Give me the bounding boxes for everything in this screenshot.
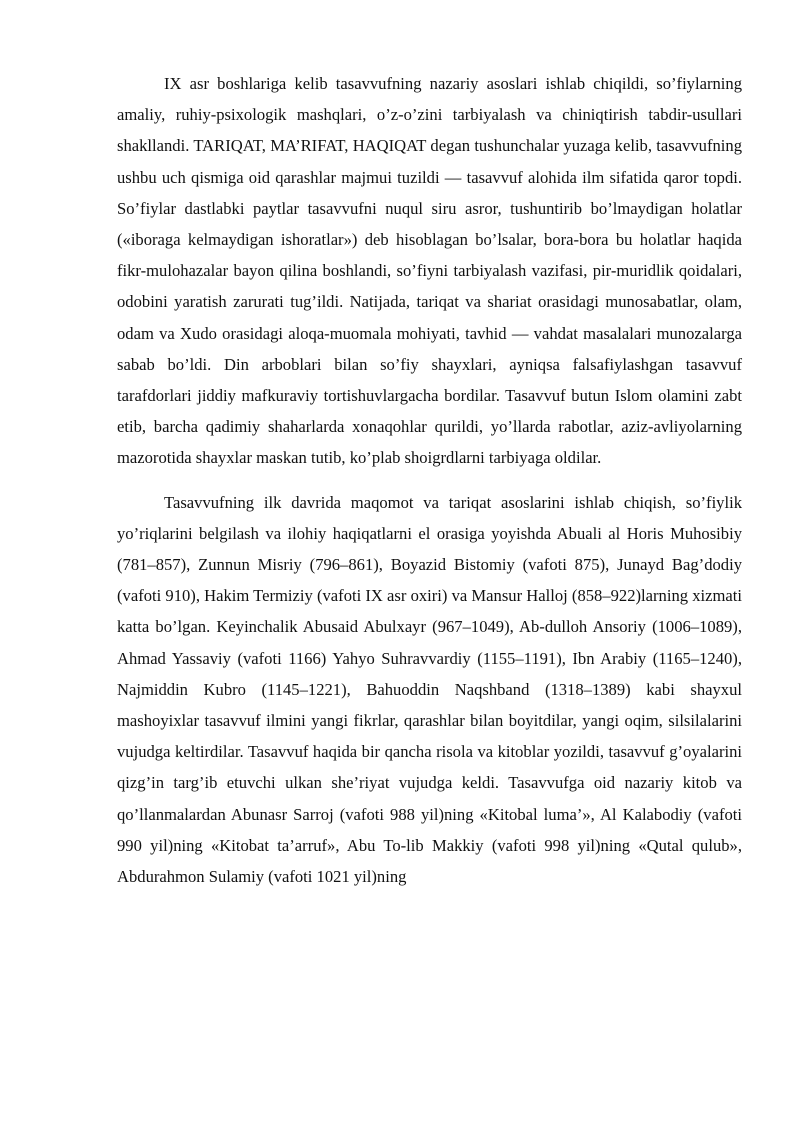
paragraph-1: IX asr boshlariga kelib tasavvufning nazariy asoslari ishlab chiqildi, so’fiylarning amaliy, ruhiy-psixologik mashqlari, o’z-o’zini tarbiyalash va chiniqtirish tabdir-usullari shakllandi. TARIQAT, MA’RIFAT, HAQIQAT degan tushunchalar yuzaga kelib, tasavvufning ushbu uch qismiga oid qarashlar majmui tuzildi — tasavvuf alohida ilm sifatida qaror topdi. So’fiylar dastlabki paytlar tasavvufni nuqul siru asror, tushuntirib bo’lmaydigan holatlar («iboraga kelmaydigan ishoratlar») deb hisoblagan bo’lsalar, bora-bora bu holatlar haqida fikr-mulohazalar bayon qilina boshlandi, so’fiyni tarbiyalash vazifasi, pir-muridlik qoidalari, odobini yaratish zarurati tug’ildi. Natijada, tariqat va shariat orasidagi munosabatlar, olam, odam va Xudo orasidagi aloqa-muomala mohiyati, tavhid — vahdat masalalari munozalarga sabab bo’ldi. Din arboblari bilan so’fiy shayxlari, ayniqsa falsafiylashgan tasavvuf tarafdorlari jiddiy mafkuraviy tortishuvlargacha bordilar. Tasavvuf butun Islom olamini zabt etib, barcha qadimiy shaharlarda xonaqohlar qurildi, yo’llarda rabotlar, aziz-avliyolarning mazorotida shayxlar maskan tutib, ko’plab shoigrdlarni tarbiyaga oldilar. bbox=[117, 74, 742, 468]
paragraph-2: Tasavvufning ilk davrida maqomot va tariqat asoslarini ishlab chiqish, so’fiylik yo’riqlarini belgilash va ilohiy haqiqatlarni el orasiga yoyishda Abuali al Horis Muhosibiy (781–857), Zunnun Misriy (796–861), Boyazid Bistomiy (vafoti 875), Junayd Bag’dodiy (vafoti 910), Hakim Termiziy (vafoti IX asr oxiri) va Mansur Halloj (858–922)larning xizmati katta bo’lgan. Keyinchalik Abusaid Abulxayr (967–1049), Ab-dulloh Ansoriy (1006–1089), Ahmad Yassaviy (vafoti 1166) Yahyo Suhravvardiy (1155–1191), Ibn Arabiy (1165–1240), Najmiddin Kubro (1145–1221), Bahuoddin Naqshband (1318–1389) kabi shayxul mashoyixlar tasavvuf ilmini yangi fikrlar, qarashlar bilan boyitdilar, yangi oqim, silsilalarini vujudga keltirdilar. Tasavvuf haqida bir qancha risola va kitoblar yozildi, tasavvuf g’oyalarini qizg’in targ’ib etuvchi ulkan she’riyat vujudga keldi. Tasavvufga oid nazariy kitob va qo’llanmalardan Abunasr Sarroj (vafoti 988 yil)ning «Kitobal luma’», Al Kalabodiy (vafoti 990 yil)ning «Kitobat ta’arruf», Abu To-lib Makkiy (vafoti 998 yil)ning «Qutal qulub», Abdurahmon Sulamiy (vafoti 1021 yil)ning bbox=[117, 492, 742, 887]
document-page bbox=[117, 68, 742, 892]
